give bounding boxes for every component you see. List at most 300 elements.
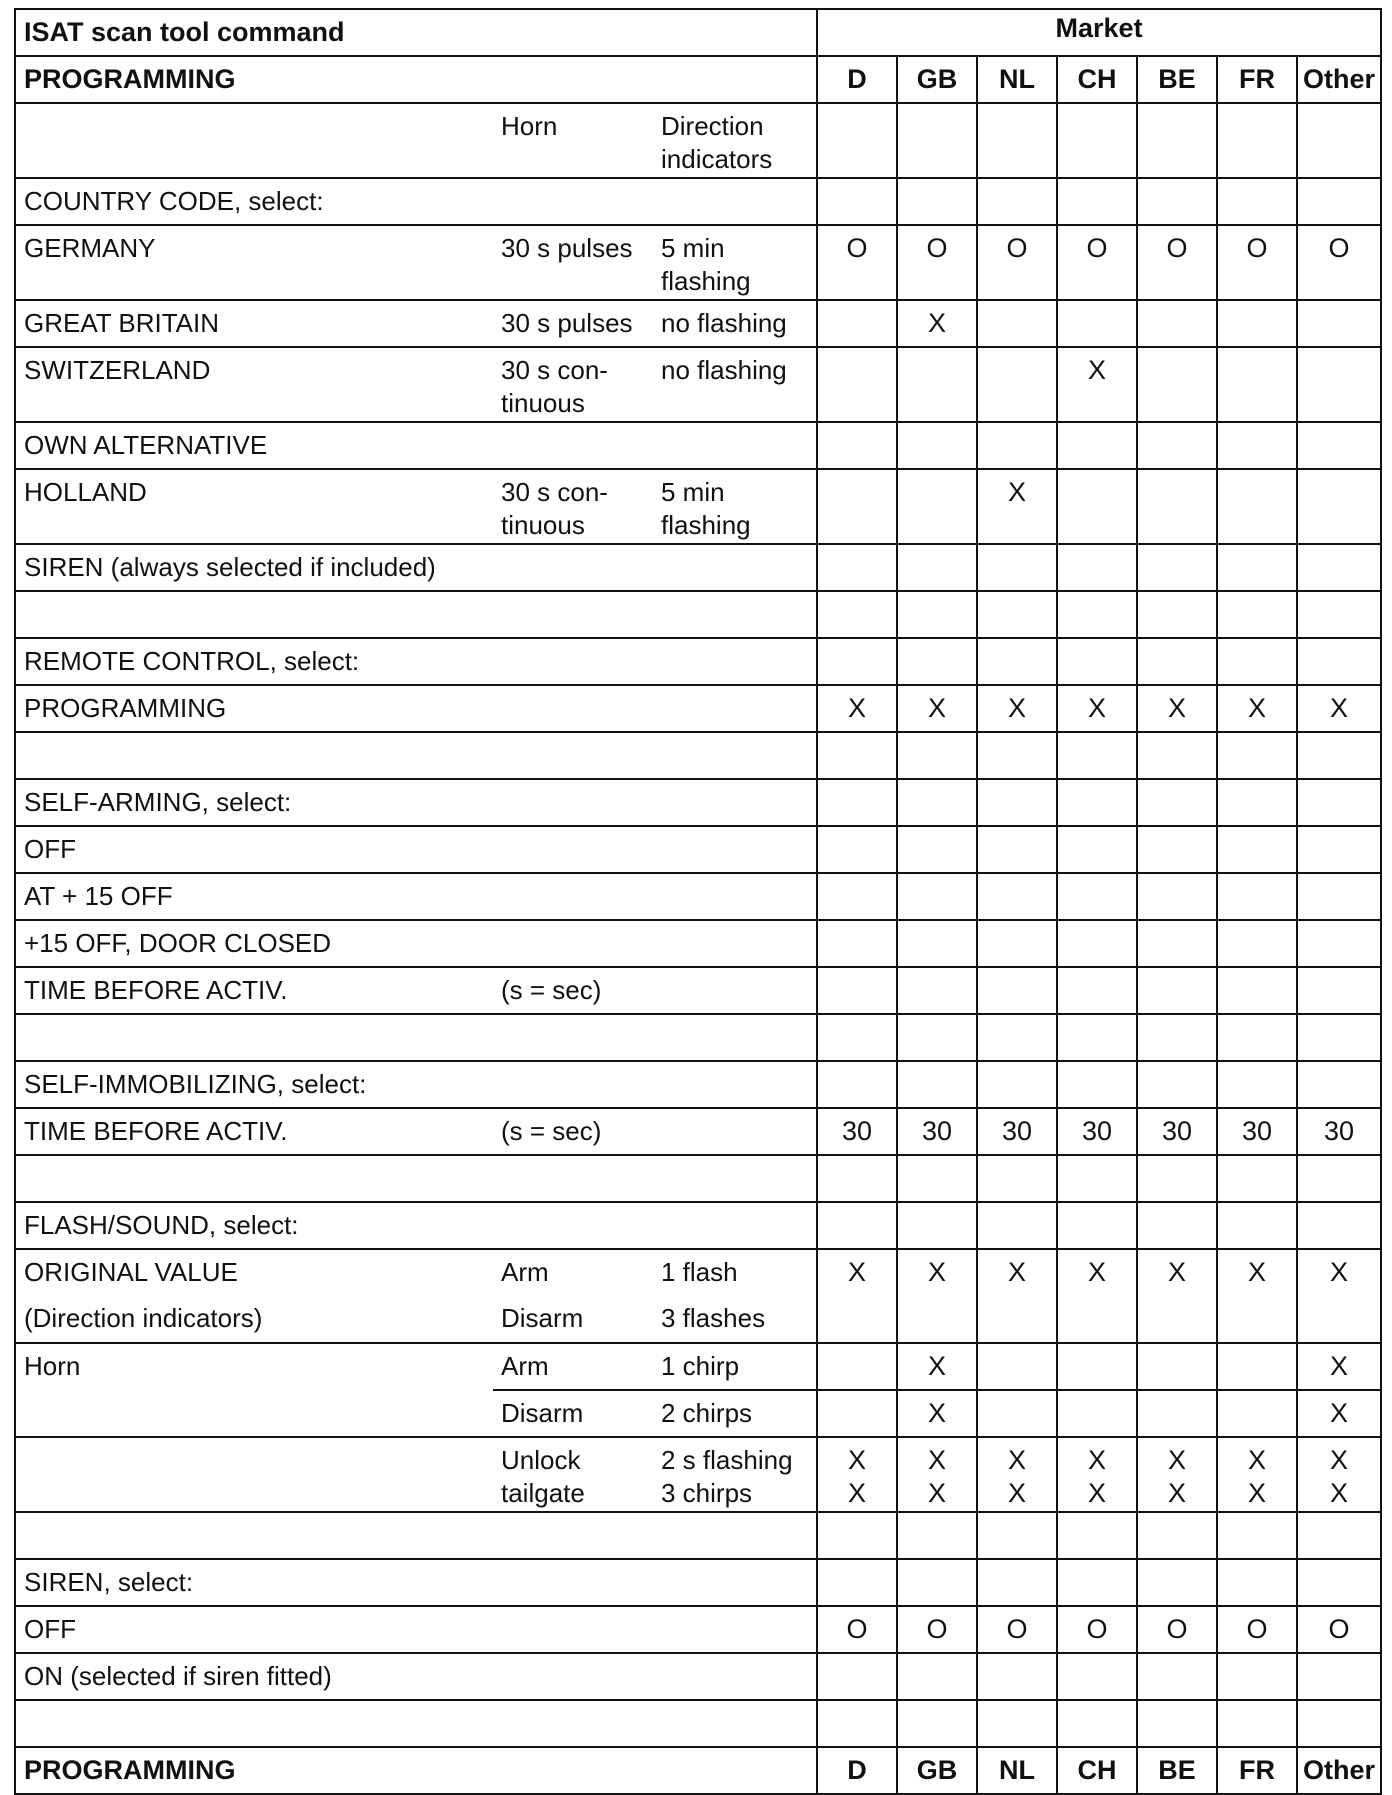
- market-mark: X: [1057, 685, 1137, 732]
- mark-cell: [897, 1155, 977, 1202]
- market-code: D: [817, 56, 897, 103]
- mark-cell: [1137, 544, 1217, 591]
- mark-cell: [817, 920, 897, 967]
- empty-cell: [15, 1014, 817, 1061]
- horn-value: [493, 469, 653, 544]
- mark-cell: [817, 1155, 897, 1202]
- action-line: 3 chirps: [661, 1478, 753, 1508]
- market-mark: [897, 1437, 977, 1512]
- mark-cell: [977, 732, 1057, 779]
- market-code: GB: [897, 56, 977, 103]
- direction-line: flashing: [661, 510, 751, 540]
- mark-cell: [1057, 103, 1137, 178]
- mark-cell: [817, 1559, 897, 1606]
- market-mark: O: [1297, 225, 1381, 300]
- mark-cell: [1057, 1512, 1137, 1559]
- empty-cell: [15, 103, 493, 178]
- mark-line: X: [848, 1478, 867, 1508]
- spacer-row: [15, 591, 1381, 638]
- mark-cell: [897, 1014, 977, 1061]
- row-unlock-tailgate: [15, 1437, 1381, 1512]
- market-mark: X: [817, 685, 897, 732]
- mark-cell: [1057, 1653, 1137, 1700]
- section-row-remote-control: [15, 638, 1381, 685]
- option-label: AT + 15 OFF: [15, 873, 817, 920]
- row-great-britain: [15, 300, 1381, 347]
- mark-cell: [1057, 591, 1137, 638]
- mark-cell: [977, 873, 1057, 920]
- mark-cell: [977, 103, 1057, 178]
- option-label: Horn: [15, 1343, 493, 1390]
- market-mark: [1137, 300, 1217, 347]
- mark-cell: [897, 1202, 977, 1249]
- mark-cell: [1217, 544, 1297, 591]
- mark-cell: [1217, 1653, 1297, 1700]
- mark-cell: [1137, 967, 1217, 1014]
- programming-header-row: [15, 56, 1381, 103]
- mark-cell: [977, 178, 1057, 225]
- option-label: SIREN (always selected if included): [15, 544, 817, 591]
- mark-cell: [1057, 1014, 1137, 1061]
- mark-cell: [1217, 1296, 1297, 1343]
- section-row-siren: [15, 1559, 1381, 1606]
- horn-line: tinuous: [501, 510, 585, 540]
- mark-line: X: [1088, 1445, 1107, 1475]
- mark-line: X: [1008, 1478, 1027, 1508]
- mark-cell: [1297, 638, 1381, 685]
- mark-cell: [897, 638, 977, 685]
- mark-cell: [897, 422, 977, 469]
- mark-cell: [1217, 826, 1297, 873]
- mark-cell: [977, 1061, 1057, 1108]
- spacer-row: [15, 1014, 1381, 1061]
- mark-cell: [1217, 1014, 1297, 1061]
- row-holland: [15, 469, 1381, 544]
- empty-cell: [15, 1390, 493, 1437]
- option-label: PROGRAMMING: [15, 685, 817, 732]
- mark-line: X: [848, 1445, 867, 1475]
- mark-cell: [817, 1202, 897, 1249]
- market-mark: X: [1057, 347, 1137, 422]
- row-horn-arm: [15, 1343, 1381, 1390]
- row-siren-on: [15, 1653, 1381, 1700]
- direction-line: flashing: [661, 266, 751, 296]
- mark-cell: [1137, 178, 1217, 225]
- mark-cell: [977, 920, 1057, 967]
- market-code: GB: [897, 1747, 977, 1794]
- row-siren-included: [15, 544, 1381, 591]
- mark-cell: [977, 638, 1057, 685]
- mark-cell: [817, 1653, 897, 1700]
- mark-cell: [1217, 1061, 1297, 1108]
- market-mark: [1217, 469, 1297, 544]
- mark-cell: [1217, 920, 1297, 967]
- market-mark: [1057, 300, 1137, 347]
- section-label: REMOTE CONTROL, select:: [15, 638, 817, 685]
- action-value: 1 chirp: [653, 1343, 817, 1390]
- mark-cell: [1297, 826, 1381, 873]
- mark-cell: [1137, 422, 1217, 469]
- market-mark: [977, 300, 1057, 347]
- mark-cell: [1057, 826, 1137, 873]
- option-label: SWITZERLAND: [15, 347, 493, 422]
- action-label: Arm: [493, 1343, 653, 1390]
- direction-label-line: indicators: [661, 144, 773, 174]
- market-mark: O: [1057, 1606, 1137, 1653]
- mark-cell: [1057, 638, 1137, 685]
- option-label: OFF: [15, 826, 817, 873]
- market-mark: [1297, 1437, 1381, 1512]
- horn-value: 30 s pulses: [493, 225, 653, 300]
- market-mark: [1057, 1437, 1137, 1512]
- mark-cell: [1217, 779, 1297, 826]
- horn-line: tinuous: [501, 388, 585, 418]
- mark-cell: [1137, 1155, 1217, 1202]
- mark-cell: [1217, 1559, 1297, 1606]
- market-mark: [1217, 1390, 1297, 1437]
- mark-cell: [977, 1155, 1057, 1202]
- mark-cell: [1217, 1155, 1297, 1202]
- mark-cell: [1297, 873, 1381, 920]
- mark-cell: [897, 103, 977, 178]
- action-value: 3 flashes: [653, 1296, 817, 1343]
- market-code: NL: [977, 1747, 1057, 1794]
- market-mark: [897, 347, 977, 422]
- mark-cell: [817, 1061, 897, 1108]
- row-own-alternative: [15, 422, 1381, 469]
- mark-cell: [897, 178, 977, 225]
- mark-cell: [817, 103, 897, 178]
- market-value: 30: [817, 1108, 897, 1155]
- mark-cell: [1217, 638, 1297, 685]
- mark-cell: [1217, 1202, 1297, 1249]
- market-mark: [1137, 1437, 1217, 1512]
- mark-cell: [1057, 1559, 1137, 1606]
- mark-cell: [1217, 873, 1297, 920]
- market-mark: O: [1217, 1606, 1297, 1653]
- market-mark: [817, 469, 897, 544]
- mark-cell: [1297, 178, 1381, 225]
- mark-cell: [1137, 1700, 1217, 1747]
- market-mark: [977, 1343, 1057, 1390]
- mark-cell: [1137, 779, 1217, 826]
- section-label: SIREN, select:: [15, 1559, 817, 1606]
- mark-cell: [977, 591, 1057, 638]
- mark-cell: [897, 873, 977, 920]
- mark-cell: [1057, 1202, 1137, 1249]
- mark-cell: [1297, 103, 1381, 178]
- market-code: CH: [1057, 1747, 1137, 1794]
- market-code: BE: [1137, 56, 1217, 103]
- market-value: 30: [1057, 1108, 1137, 1155]
- market-mark: [817, 347, 897, 422]
- market-mark: O: [1137, 1606, 1217, 1653]
- mark-cell: [817, 873, 897, 920]
- mark-cell: [1137, 1014, 1217, 1061]
- market-code: D: [817, 1747, 897, 1794]
- section-row-self-arming: [15, 779, 1381, 826]
- mark-cell: [1297, 1202, 1381, 1249]
- mark-cell: [1137, 826, 1217, 873]
- market-code: Other: [1297, 56, 1381, 103]
- market-mark: X: [897, 300, 977, 347]
- section-row-self-immobilizing: [15, 1061, 1381, 1108]
- market-mark: [817, 1343, 897, 1390]
- market-mark: O: [977, 1606, 1057, 1653]
- option-label: TIME BEFORE ACTIV.: [15, 1108, 493, 1155]
- row-self-immobilizing-time: [15, 1108, 1381, 1155]
- market-mark: X: [1217, 1249, 1297, 1296]
- market-mark: [1137, 347, 1217, 422]
- empty-cell: [15, 732, 817, 779]
- action-value: 1 flash: [653, 1249, 817, 1296]
- mark-cell: [1297, 1512, 1381, 1559]
- mark-line: X: [1168, 1445, 1187, 1475]
- column-labels-row: [15, 103, 1381, 178]
- mark-cell: [977, 1014, 1057, 1061]
- isat-programming-table: [14, 8, 1382, 1795]
- mark-cell: [1137, 638, 1217, 685]
- mark-cell: [817, 1014, 897, 1061]
- mark-cell: [1297, 1155, 1381, 1202]
- action-label: [493, 1437, 653, 1512]
- mark-line: X: [1008, 1445, 1027, 1475]
- mark-cell: [977, 1512, 1057, 1559]
- option-label: GERMANY: [15, 225, 493, 300]
- market-mark: [897, 469, 977, 544]
- market-value: 30: [1297, 1108, 1381, 1155]
- option-label: ON (selected if siren fitted): [15, 1653, 817, 1700]
- action-line: tailgate: [501, 1478, 585, 1508]
- market-mark: X: [897, 685, 977, 732]
- mark-cell: [897, 1700, 977, 1747]
- mark-cell: [1217, 178, 1297, 225]
- mark-cell: [817, 826, 897, 873]
- mark-cell: [1137, 1512, 1217, 1559]
- market-mark: [817, 1437, 897, 1512]
- section-label: SELF-IMMOBILIZING, select:: [15, 1061, 817, 1108]
- mark-cell: [1137, 732, 1217, 779]
- row-germany: [15, 225, 1381, 300]
- mark-cell: [897, 1559, 977, 1606]
- market-mark: [1217, 1437, 1297, 1512]
- market-mark: [1057, 469, 1137, 544]
- mark-cell: [1217, 422, 1297, 469]
- market-mark: O: [817, 225, 897, 300]
- mark-cell: [977, 1559, 1057, 1606]
- mark-line: X: [1330, 1445, 1349, 1475]
- mark-cell: [817, 732, 897, 779]
- mark-cell: [977, 779, 1057, 826]
- direction-value: [653, 225, 817, 300]
- mark-cell: [817, 1700, 897, 1747]
- action-value: [653, 1437, 817, 1512]
- section-label: COUNTRY CODE, select:: [15, 178, 817, 225]
- spacer-row: [15, 732, 1381, 779]
- mark-cell: [1217, 732, 1297, 779]
- market-mark: [1217, 300, 1297, 347]
- mark-cell: [1137, 1061, 1217, 1108]
- horn-value: 30 s pulses: [493, 300, 653, 347]
- mark-cell: [1297, 544, 1381, 591]
- section-label: SELF-ARMING, select:: [15, 779, 817, 826]
- section-label: FLASH/SOUND, select:: [15, 1202, 817, 1249]
- market-code: FR: [1217, 1747, 1297, 1794]
- market-mark: [1217, 347, 1297, 422]
- mark-line: X: [928, 1478, 947, 1508]
- header-row: [15, 9, 1381, 56]
- mark-cell: [817, 638, 897, 685]
- empty-cell: [15, 1512, 817, 1559]
- market-mark: [1297, 300, 1381, 347]
- mark-cell: [977, 967, 1057, 1014]
- mark-cell: [817, 591, 897, 638]
- mark-cell: [977, 422, 1057, 469]
- market-mark: O: [1057, 225, 1137, 300]
- mark-line: X: [1248, 1478, 1267, 1508]
- mark-cell: [1057, 967, 1137, 1014]
- mark-cell: [1057, 1155, 1137, 1202]
- mark-cell: [1297, 967, 1381, 1014]
- direction-label-line: Direction: [661, 111, 764, 141]
- market-code: FR: [1217, 56, 1297, 103]
- mark-cell: [1297, 1296, 1381, 1343]
- market-mark: O: [897, 1606, 977, 1653]
- mark-cell: [1217, 1700, 1297, 1747]
- market-mark: X: [1137, 1249, 1217, 1296]
- action-value: 2 chirps: [653, 1390, 817, 1437]
- action-line: Unlock: [501, 1445, 581, 1475]
- mark-cell: [1297, 422, 1381, 469]
- unit-label: (s = sec): [493, 1108, 817, 1155]
- action-line: 2 s flashing: [661, 1445, 793, 1475]
- option-label: +15 OFF, DOOR CLOSED: [15, 920, 817, 967]
- market-mark: X: [1297, 685, 1381, 732]
- mark-cell: [817, 779, 897, 826]
- section-row-flash-sound: [15, 1202, 1381, 1249]
- mark-cell: [1057, 779, 1137, 826]
- mark-cell: [1297, 1653, 1381, 1700]
- market-mark: X: [897, 1390, 977, 1437]
- row-self-arming-time: [15, 967, 1381, 1014]
- mark-cell: [1057, 544, 1137, 591]
- option-sublabel: (Direction indicators): [15, 1296, 493, 1343]
- mark-cell: [1057, 873, 1137, 920]
- market-value: 30: [897, 1108, 977, 1155]
- market-heading: Market: [817, 9, 1381, 56]
- mark-cell: [897, 967, 977, 1014]
- market-value: 30: [1137, 1108, 1217, 1155]
- section-row-country-code: [15, 178, 1381, 225]
- option-label: OFF: [15, 1606, 817, 1653]
- mark-cell: [897, 1061, 977, 1108]
- mark-cell: [1057, 1296, 1137, 1343]
- market-mark: [977, 1390, 1057, 1437]
- mark-cell: [1137, 920, 1217, 967]
- mark-cell: [977, 1296, 1057, 1343]
- row-original-arm: [15, 1249, 1381, 1296]
- mark-cell: [1057, 1700, 1137, 1747]
- horn-line: 30 s con-: [501, 477, 608, 507]
- market-mark: [977, 347, 1057, 422]
- market-mark: [1137, 469, 1217, 544]
- market-mark: X: [817, 1249, 897, 1296]
- mark-cell: [897, 544, 977, 591]
- spacer-row: [15, 1155, 1381, 1202]
- action-label: Disarm: [493, 1296, 653, 1343]
- mark-cell: [977, 826, 1057, 873]
- unit-label: (s = sec): [493, 967, 817, 1014]
- mark-cell: [817, 967, 897, 1014]
- row-self-arming-door: [15, 920, 1381, 967]
- spacer-row: [15, 1700, 1381, 1747]
- market-mark: X: [977, 685, 1057, 732]
- mark-cell: [977, 1202, 1057, 1249]
- market-mark: [1297, 347, 1381, 422]
- market-code: CH: [1057, 56, 1137, 103]
- mark-cell: [1297, 920, 1381, 967]
- mark-cell: [977, 544, 1057, 591]
- market-mark: X: [1297, 1390, 1381, 1437]
- mark-cell: [1057, 422, 1137, 469]
- mark-cell: [1297, 591, 1381, 638]
- mark-cell: [1137, 1559, 1217, 1606]
- section-title: PROGRAMMING: [15, 56, 817, 103]
- direction-line: 5 min: [661, 233, 725, 263]
- row-remote-programming: [15, 685, 1381, 732]
- mark-cell: [977, 1700, 1057, 1747]
- market-mark: O: [1217, 225, 1297, 300]
- market-mark: O: [1297, 1606, 1381, 1653]
- mark-cell: [897, 591, 977, 638]
- horn-value: [493, 347, 653, 422]
- mark-cell: [817, 1296, 897, 1343]
- empty-cell: [15, 1437, 493, 1512]
- market-mark: X: [897, 1249, 977, 1296]
- action-label: Arm: [493, 1249, 653, 1296]
- market-mark: O: [1137, 225, 1217, 300]
- mark-cell: [817, 178, 897, 225]
- mark-cell: [1297, 1061, 1381, 1108]
- mark-cell: [897, 1653, 977, 1700]
- market-mark: X: [1297, 1343, 1381, 1390]
- empty-cell: [15, 1155, 817, 1202]
- market-mark: X: [897, 1343, 977, 1390]
- mark-line: X: [928, 1445, 947, 1475]
- mark-cell: [1297, 732, 1381, 779]
- market-mark: X: [1057, 1249, 1137, 1296]
- mark-cell: [1057, 178, 1137, 225]
- direction-value: no flashing: [653, 347, 817, 422]
- market-mark: X: [1137, 685, 1217, 732]
- horn-label: Horn: [493, 103, 653, 178]
- option-label: ORIGINAL VALUE: [15, 1249, 493, 1296]
- empty-cell: [15, 591, 817, 638]
- mark-cell: [897, 920, 977, 967]
- direction-line: 5 min: [661, 477, 725, 507]
- mark-cell: [1217, 591, 1297, 638]
- option-label: GREAT BRITAIN: [15, 300, 493, 347]
- market-code: BE: [1137, 1747, 1217, 1794]
- mark-cell: [897, 1512, 977, 1559]
- row-self-arming-at15: [15, 873, 1381, 920]
- spacer-row: [15, 1512, 1381, 1559]
- mark-line: X: [1168, 1478, 1187, 1508]
- row-original-disarm: [15, 1296, 1381, 1343]
- direction-label: [653, 103, 817, 178]
- option-label: OWN ALTERNATIVE: [15, 422, 817, 469]
- mark-cell: [977, 1653, 1057, 1700]
